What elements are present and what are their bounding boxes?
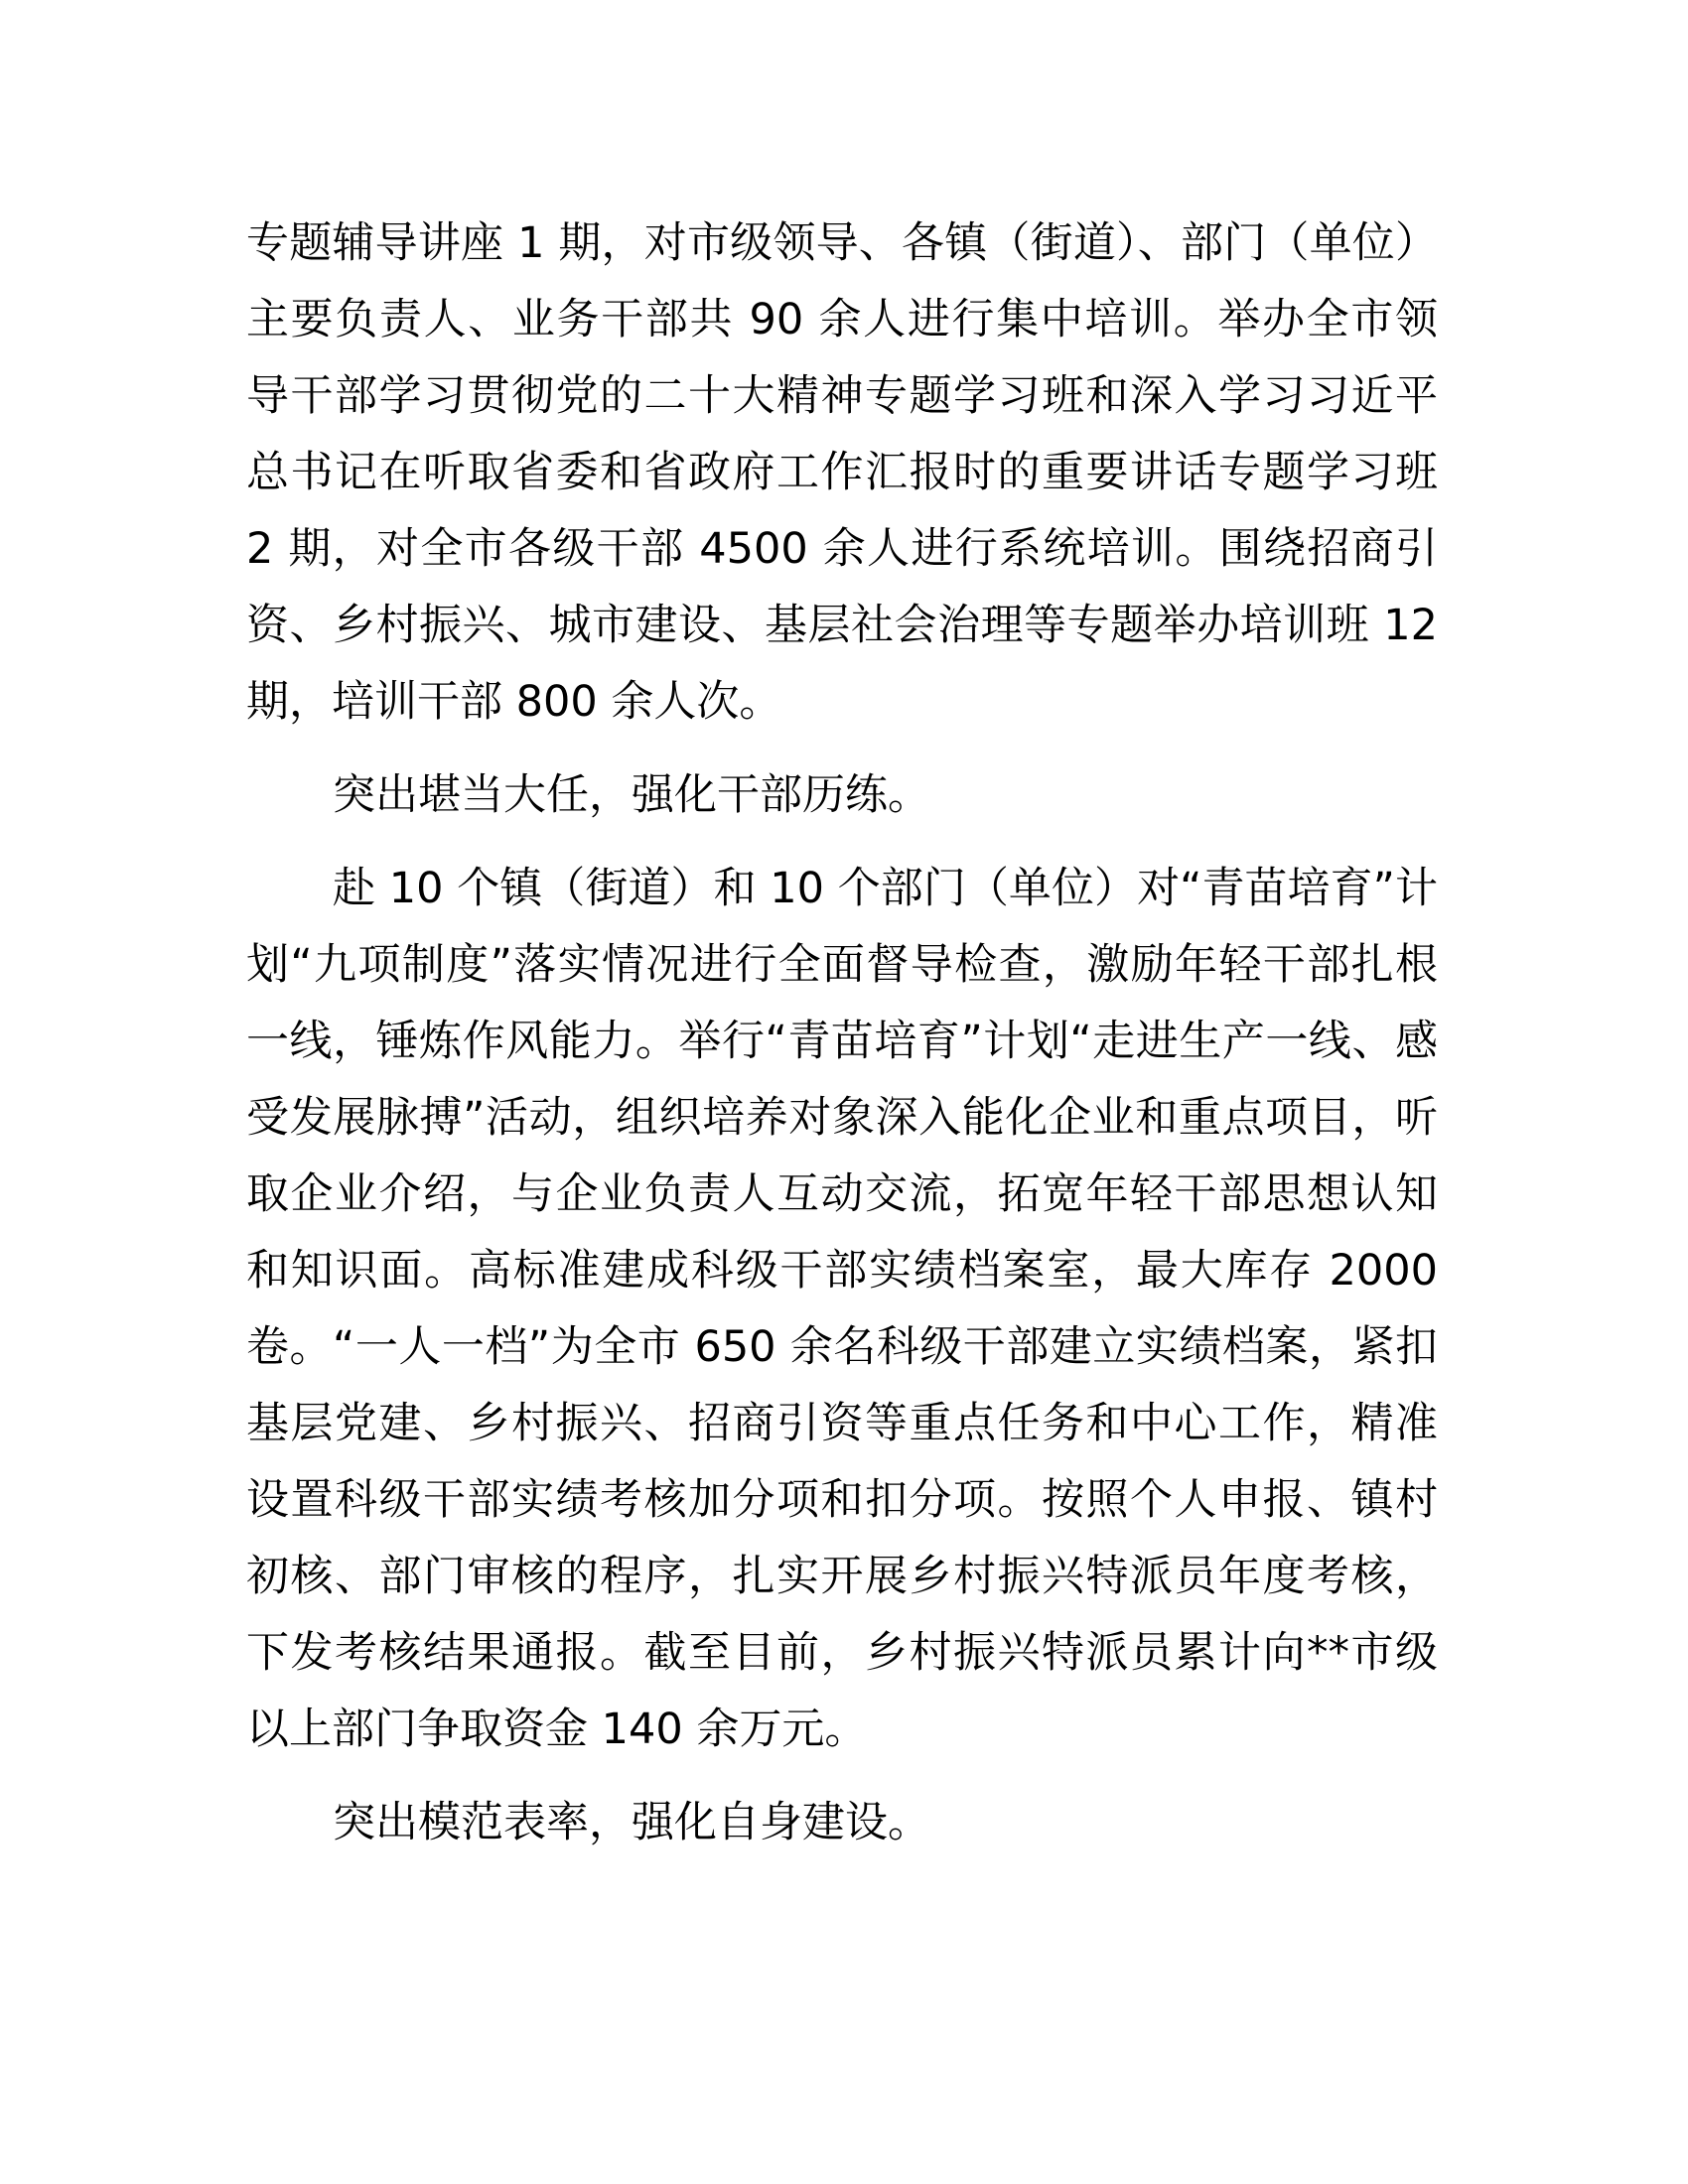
paragraph-cadre-training: 赴 10 个镇（街道）和 10 个部门（单位）对“青苗培育”计划“九项制度”落实情况进行全面督导检查，激励年轻干部扎根一线，锤炼作风能力。举行“青苗培育”计划“走进生产一线、感受发展脉搏”活动，组织培养对象深入能化企业和重点项目，听取企业介绍，与企业负责人互动交流，拓宽年轻干部思想认知和知识面。高标准建成科级干部实绩档案室，最大库存 2000 卷。“一人一档”为全市 650 余名科级干部建立实绩档案，紧扣基层党建、乡村振兴、招商引资等重点任务和中心工作，精准设置科级干部实绩考核加分项和扣分项。按照个人申报、镇村初核、部门审核的程序，扎实开展乡村振兴特派员年度考核，下发考核结果通报。截至目前，乡村振兴特派员累计向**市级以上部门争取资金 140 余万元。 xyxy=(246,864,1438,1754)
paragraph-training-summary: 专题辅导讲座 1 期，对市级领导、各镇（街道）、部门（单位）主要负责人、业务干部共 90 余人进行集中培训。举办全市领导干部学习贯彻党的二十大精神专题学习班和深入学习习近平总书记在听取省委和省政府工作汇报时的重要讲话专题学习班 2 期，对全市各级干部 4500 余人进行系统培训。围绕招商引资、乡村振兴、城市建设、基层社会治理等专题举办培训班 12 期，培训干部 800 余人次。 xyxy=(246,218,1438,727)
section-heading-cadre-training: 突出堪当大任，强化干部历练。 xyxy=(333,770,930,820)
document-body xyxy=(246,205,1438,1861)
section-heading-self-building: 突出模范表率，强化自身建设。 xyxy=(333,1798,930,1847)
